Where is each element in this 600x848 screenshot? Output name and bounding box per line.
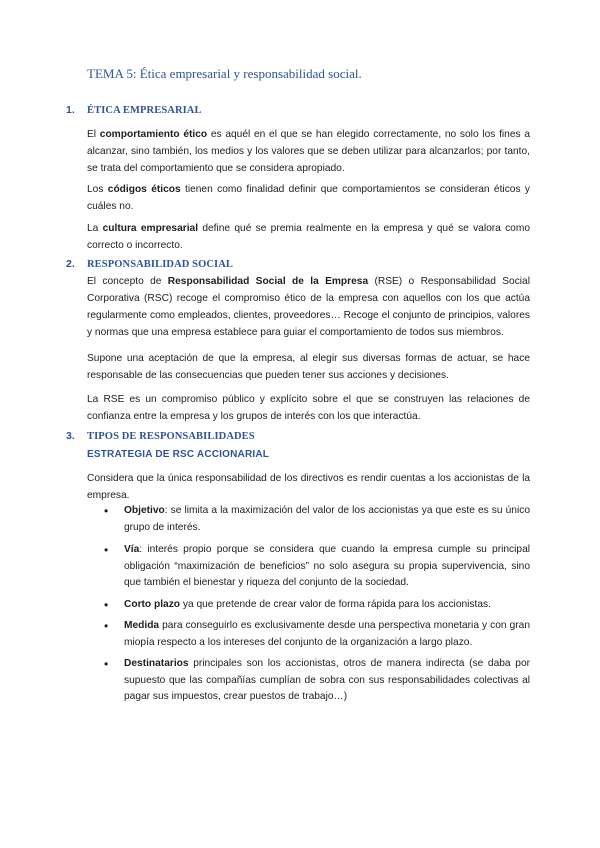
bold-term: Destinatarios (124, 658, 189, 669)
section-number: 2. (66, 258, 75, 270)
paragraph-aceptacion (87, 350, 530, 384)
bullet-list (87, 503, 530, 706)
bullet-icon: • (104, 504, 109, 518)
section-title: TIPOS DE RESPONSABILIDADES (87, 431, 255, 442)
list-item (87, 542, 530, 592)
section-heading-tipos (66, 430, 255, 442)
text-run: principales son los accionistas, otros de manera indirecta (se daba por supuesto que las compañías cumplían de sobra con sus responsabilidades colectivas al pagar sus impuestos, crear puestos de trabajo…) (124, 658, 530, 702)
subheading-estrategia-accionarial: ESTRATEGIA DE RSC ACCIONARIAL (87, 449, 270, 460)
section-number: 1. (66, 104, 75, 116)
text-run: Los (87, 184, 108, 195)
paragraph-codigos-eticos (87, 181, 530, 215)
bold-term: Corto plazo (124, 598, 181, 610)
text-run: La RSE es un compromiso público y explícito sobre el que se construyen las relaciones de confianza entre la empresa y los grupos de interés con los que interactúa. (87, 394, 530, 422)
text-run: La (87, 223, 103, 234)
section-title: RESPONSABILIDAD SOCIAL (87, 259, 234, 270)
paragraph-concepto-rse (87, 273, 530, 341)
text-run: ya que pretende de crear valor de forma rápida para los accionistas. (180, 598, 491, 610)
bold-term: Responsabilidad Social de la Empresa (167, 276, 369, 287)
bold-term: Vía (124, 544, 140, 555)
bullet-icon: • (104, 619, 109, 633)
bold-term: Objetivo (124, 505, 165, 516)
section-number: 3. (66, 430, 75, 442)
list-item (87, 503, 530, 536)
bullet-icon: • (104, 543, 109, 557)
bold-term: códigos éticos (107, 184, 181, 195)
bullet-icon: • (104, 597, 109, 612)
bold-term: cultura empresarial (102, 223, 199, 234)
bold-term: Medida (124, 620, 160, 631)
page-title: TEMA 5: Ética empresarial y responsabilidad social. (87, 66, 362, 81)
paragraph-cultura-empresarial (87, 220, 530, 254)
paragraph-compromiso-publico (87, 391, 530, 425)
list-item (87, 618, 530, 651)
section-heading-responsabilidad-social (66, 258, 233, 270)
text-run: Supone una aceptación de que la empresa, al elegir sus diversas formas de actuar, se hace responsable de las consecuencias que pueden tener sus acciones y decisiones. (87, 353, 530, 381)
section-title: ÉTICA EMPRESARIAL (87, 105, 202, 116)
text-run: El concepto de (87, 276, 168, 287)
paragraph-intro-accionarial: Considera que la única responsabilidad de los directivos es rendir cuentas a los accionistas de la empresa. (87, 473, 530, 501)
text-run: es aquél en el que se han elegido correctamente, no solo los fines a alcanzar, sino también, los medios y los valores que se deben utilizar para alcanzarlos; por tanto, se trata del comportamiento que se considera apropiado. (87, 129, 531, 174)
paragraph-comportamiento-etico (87, 126, 530, 177)
bold-term: comportamiento ético (99, 129, 208, 140)
list-item (87, 597, 530, 614)
text-run: define qué se premia realmente en la empresa y qué se valora como correcto o incorrecto. (87, 223, 531, 251)
text-run: para conseguirlo es exclusivamente desde una perspectiva monetaria y con gran miopía respecto a los intereses del conjunto de la organización a largo plazo. (124, 620, 530, 648)
section-heading-etica (66, 104, 202, 116)
text-run: : se limita a la maximización del valor de los accionistas ya que este es su único grupo de interés. (124, 505, 530, 533)
bullet-icon: • (104, 657, 109, 671)
text-run: tienen como finalidad definir que comportamientos se consideran éticos y cuáles no. (87, 184, 530, 212)
text-run: : interés propio porque se considera que cuando la empresa cumple su principal obligación “maximización de beneficios” no solo asegura su propia supervivencia, sino que también el bienestar y riqueza del conjunto de la sociedad. (124, 544, 530, 588)
text-run: El (87, 129, 100, 140)
list-item (87, 656, 530, 706)
text-run: (RSE) o Responsabilidad Social Corporativa (RSC) recoge el compromiso ético de la empresa con aquellos con los que actúa regularmente como empleados, clientes, proveedores… Recoge el conjunto de principios, valores y normas que una empresa establece para guiar el comportamiento de todos sus miembros. (87, 276, 530, 338)
